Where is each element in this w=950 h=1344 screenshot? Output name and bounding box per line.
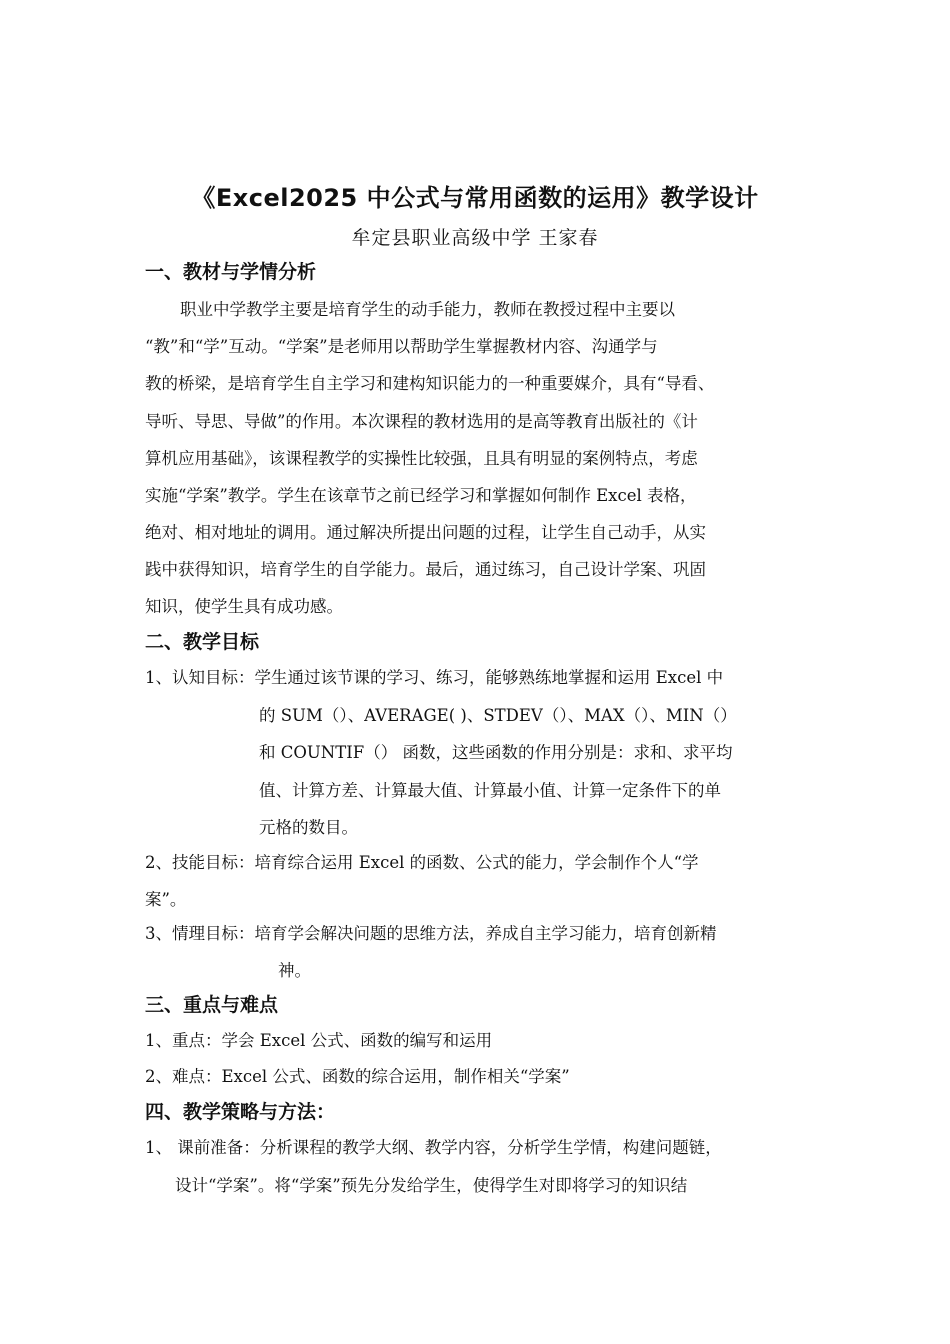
paragraph-line: “教”和“学”互动。“学案”是老师用以帮助学生掌握教材内容、沟通学与 xyxy=(145,337,658,356)
paragraph-line: 知识，使学生具有成功感。 xyxy=(145,597,343,616)
paragraph-line: 教的桥梁，是培育学生自主学习和建构知识能力的一种重要媒介，具有“导看、 xyxy=(145,374,715,393)
section-heading: 四、教学策略与方法： xyxy=(145,1101,336,1123)
author-line: 牟定县职业高级中学 王家春 xyxy=(351,227,599,249)
list-item-line: 1、认知目标：学生通过该节课的学习、练习，能够熟练地掌握和运用 Excel 中 xyxy=(145,668,724,687)
section-heading: 二、教学目标 xyxy=(145,631,260,653)
paragraph-line: 绝对、相对地址的调用。通过解决所提出问题的过程，让学生自己动手，从实 xyxy=(145,523,706,542)
paragraph-line: 导听、导思、导做”的作用。本次课程的教材选用的是高等教育出版社的《计 xyxy=(145,412,698,431)
paragraph-line: 践中获得知识，培育学生的自学能力。最后，通过练习，自己设计学案、巩固 xyxy=(145,560,706,579)
paragraph-line: 实施“学案”教学。学生在该章节之前已经学习和掌握如何制作 Excel 表格， xyxy=(145,486,697,505)
list-item-line: 1、重点：学会 Excel 公式、函数的编写和运用 xyxy=(145,1031,493,1050)
list-item-line: 1、 课前准备：分析课程的教学大纲、教学内容，分析学生学情，构建问题链， xyxy=(145,1138,722,1157)
document-title: 《Excel2025 中公式与常用函数的运用》教学设计 xyxy=(191,184,759,212)
list-item-line: 神。 xyxy=(278,961,311,980)
list-item-line: 案”。 xyxy=(145,890,187,909)
list-item-line: 2、技能目标：培育综合运用 Excel 的函数、公式的能力，学会制作个人“学 xyxy=(145,853,699,872)
list-item-line: 和 COUNTIF（） 函数，这些函数的作用分别是：求和、求平均 xyxy=(259,743,733,762)
section-heading: 三、重点与难点 xyxy=(145,994,279,1016)
list-item-line: 元格的数目。 xyxy=(259,818,358,837)
list-item-line: 2、难点：Excel 公式、函数的综合运用，制作相关“学案” xyxy=(145,1067,570,1086)
list-item-line: 值、计算方差、计算最大值、计算最小值、计算一定条件下的单 xyxy=(259,781,721,800)
list-item-line: 的 SUM（）、AVERAGE( )、STDEV（）、MAX（）、MIN（） xyxy=(259,706,737,725)
section-heading: 一、教材与学情分析 xyxy=(145,261,317,283)
list-item-line: 设计“学案”。将“学案”预先分发给学生，使得学生对即将学习的知识结 xyxy=(175,1176,688,1195)
list-item-line: 3、情理目标：培育学会解决问题的思维方法，养成自主学习能力，培育创新精 xyxy=(145,924,717,943)
paragraph-line: 职业中学教学主要是培育学生的动手能力，教师在教授过程中主要以 xyxy=(180,300,675,319)
paragraph-line: 算机应用基础》，该课程教学的实操性比较强，且具有明显的案例特点，考虑 xyxy=(145,449,698,468)
